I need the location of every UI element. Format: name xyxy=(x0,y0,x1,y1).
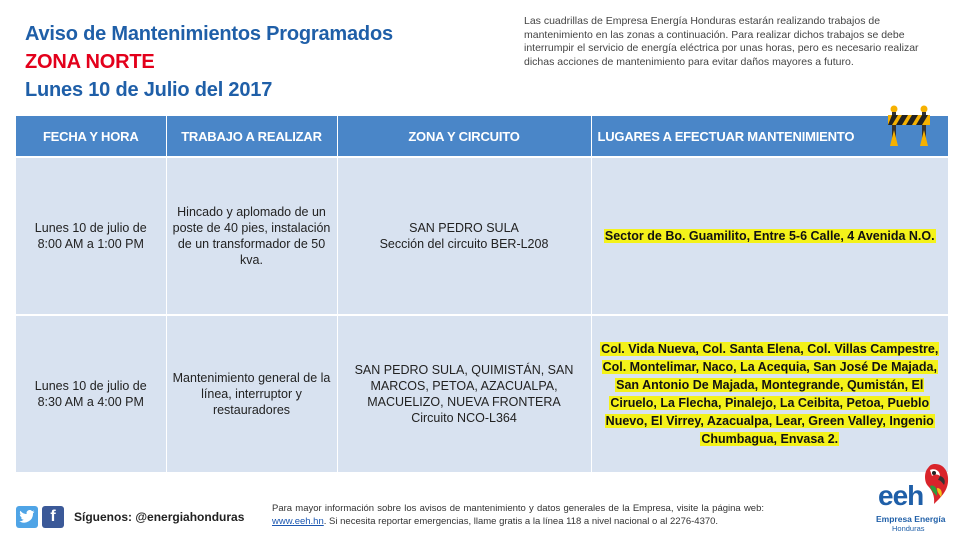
table-row xyxy=(16,157,948,315)
zona-name: SAN PEDRO SULA xyxy=(409,220,519,235)
places-highlight: Sector de Bo. Guamilito, Entre 5-6 Calle, 4 Avenida N.O. xyxy=(604,228,935,243)
cell-zona xyxy=(337,315,591,473)
zona-name: SAN PEDRO SULA, QUIMISTÁN, SAN MARCOS, PETOA, AZACUALPA, MACUELIZO, NUEVA FRONTERA xyxy=(354,362,574,409)
cell-lugares xyxy=(591,315,948,473)
parrot-icon xyxy=(920,462,950,506)
intro-text: Las cuadrillas de Empresa Energía Honduras estarán realizando trabajos de mantenimiento en las zonas a continuación. Para realizar dichos trabajos se debe interrumpir el servicio de energía eléctrica por unas horas, pero es necesario realizar dichas acciones de mantenimiento para evitar daños mayores a futuro. xyxy=(524,15,919,68)
cell-fecha: Lunes 10 de julio de 8:00 AM a 1:00 PM xyxy=(16,157,166,315)
column-header-lugares-label: LUGARES A EFECTUAR MANTENIMIENTO xyxy=(597,128,855,144)
footer-web-prefix: web: xyxy=(743,503,765,514)
places-highlight: Col. Vida Nueva, Col. Santa Elena, Col. Villas Campestre, Col. Montelimar, Naco, La Acequia, San José De Majada, San Antonio De Majada, Montegrande, Qumistán, El Ciruelo, La Flecha, Pinalejo, La Ceibita, Petoa, Pueblo Nuevo, El Virrey, Azacualpa, Lear, Green Valley, Ingenio Chumbagua, Envasa 2. xyxy=(601,341,939,446)
title-block xyxy=(25,20,393,104)
facebook-icon[interactable]: f xyxy=(42,506,64,528)
footer-info-line2: . Si necesita reportar emergencias, llame gratis a la línea 118 a nivel nacional o al 2276-4370. xyxy=(323,515,719,527)
twitter-icon[interactable] xyxy=(16,506,38,528)
cell-zona xyxy=(337,157,591,315)
logo-subtitle: Empresa Energía xyxy=(876,514,946,524)
zone-title: ZONA NORTE xyxy=(25,51,155,73)
website-link[interactable]: www.eeh.hn xyxy=(272,515,324,527)
footer-info-line1: Para mayor información sobre los avisos de mantenimiento y datos generales de la Empresa, visite la página xyxy=(272,503,741,514)
column-header-zona: ZONA Y CIRCUITO xyxy=(337,116,591,157)
social-bar xyxy=(16,506,244,528)
footer-info xyxy=(272,503,764,528)
column-header-trabajo: TRABAJO A REALIZAR xyxy=(166,116,337,157)
circuit-name: Sección del circuito BER-L208 xyxy=(379,236,549,251)
table-header-row xyxy=(16,116,948,157)
column-header-fecha: FECHA Y HORA xyxy=(16,116,166,157)
eeh-logo xyxy=(868,460,952,538)
table-row xyxy=(16,315,948,473)
cell-trabajo: Mantenimiento general de la línea, interruptor y restauradores xyxy=(166,315,337,473)
social-handle: Síguenos: @energiahonduras xyxy=(74,510,245,524)
cell-lugares xyxy=(591,157,948,315)
logo-subtitle-2: Honduras xyxy=(892,524,925,533)
maintenance-table xyxy=(16,116,948,472)
cell-fecha: Lunes 10 de julio de 8:30 AM a 4:00 PM xyxy=(16,315,166,473)
page-title: Aviso de Mantenimientos Programados xyxy=(25,23,393,45)
logo-word: eeh xyxy=(878,480,924,511)
date-title: Lunes 10 de Julio del 2017 xyxy=(25,79,273,101)
circuit-name: Circuito NCO-L364 xyxy=(411,410,517,425)
road-barrier-icon xyxy=(886,104,932,150)
cell-trabajo: Hincado y aplomado de un poste de 40 pies, instalación de un transformador de 50 kva. xyxy=(166,157,337,315)
